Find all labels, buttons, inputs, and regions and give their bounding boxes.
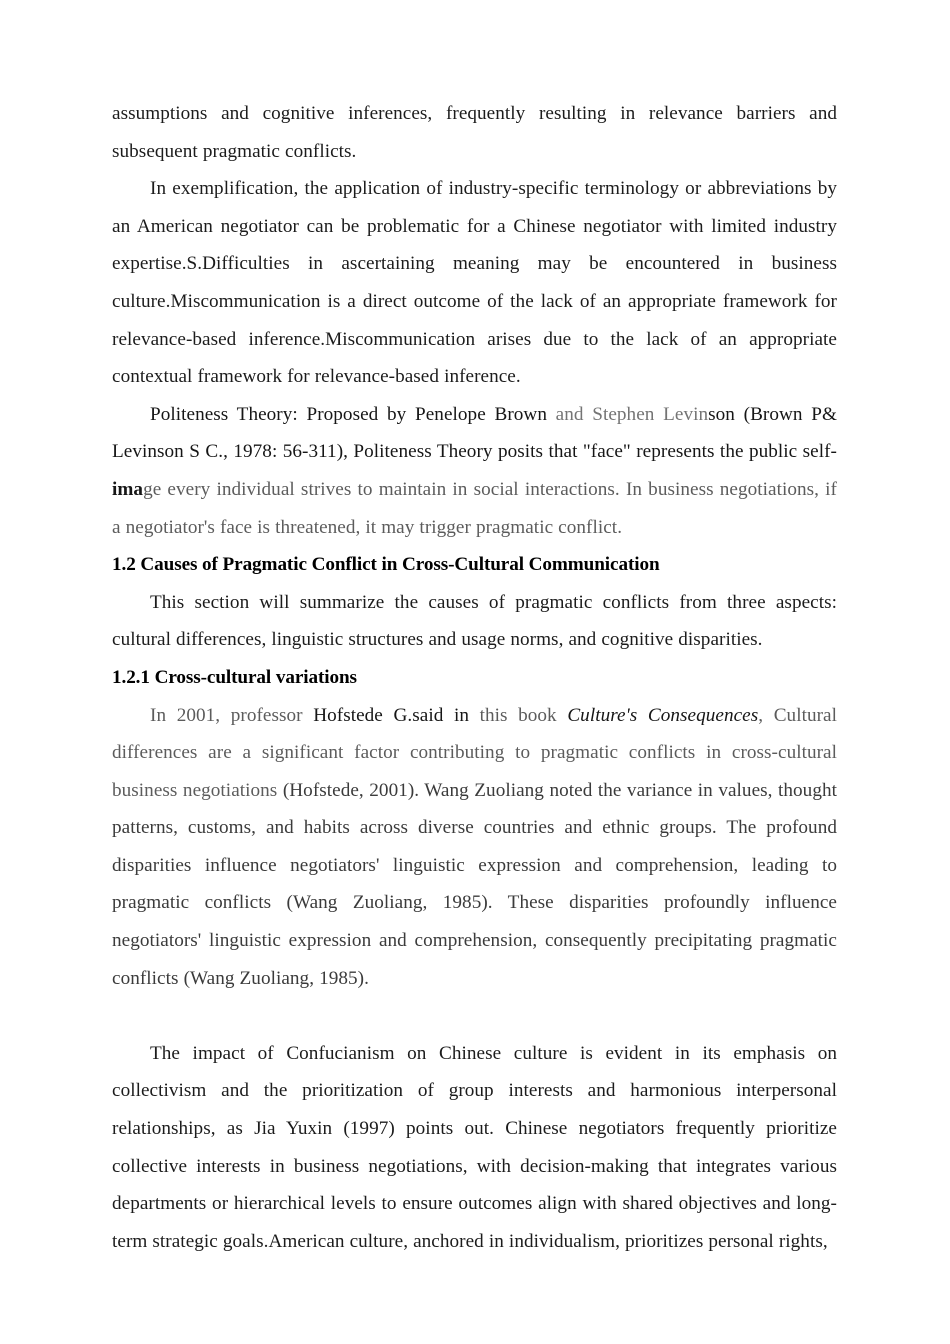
run-hofstede-book-title: Culture's Consequences bbox=[567, 704, 759, 726]
paragraph-politeness-theory bbox=[112, 396, 837, 546]
run-hofstede-1: In 2001, professor bbox=[150, 704, 314, 726]
paragraph-exemplification: In exemplification, the application of industry-specific terminology or abbreviations by an American negotiator can be problematic for a Chinese negotiator with limited industry expertise.S.Difficulties in ascertaining meaning may be encountered in business culture.Miscommunication is a direct outcome of the lack of an appropriate framework for relevance-based inference.Miscommunication arises due to the lack of an appropriate contextual framework for relevance-based inference. bbox=[112, 178, 837, 388]
paragraph-hofstede bbox=[112, 697, 837, 998]
run-hofstede-4: this book bbox=[479, 704, 568, 726]
run-hofstede-author: Hofstede G.said bbox=[313, 704, 444, 726]
document-body bbox=[112, 95, 837, 1260]
paragraph-section-summary: This section will summarize the causes of pragmatic conflicts from three aspects: cultural differences, linguistic structures and usage norms, and cognitive disparities. bbox=[112, 591, 837, 651]
run-hofstede-6: , Cultural differences are a significant factor contributing to pragmatic conflicts in cross-cultural business negotiations bbox=[112, 704, 837, 801]
paragraph-confucianism: The impact of Confucianism on Chinese culture is evident in its emphasis on collectivism and the prioritization of group interests and harmonious interpersonal relationships, as Jia Yuxin (1997) points out. Chinese negotiators frequently prioritize collective interests in business negotiations, with decision-making that integrates various departments or hierarchical levels to ensure outcomes align with shared objectives and long-term strategic goals.American culture, anchored in individualism, prioritizes personal rights, bbox=[112, 1042, 837, 1252]
run-hofstede-citation: (Hofstede, 2001). Wang Zuoliang noted the variance in values, thought patterns, customs, and habits across diverse countries and ethnic groups. The profound disparities influence negotiators' linguistic expression and comprehension, leading to pragmatic conflicts (Wang Zuoliang, 1985). These disparities profoundly influence negotiators' linguistic expression and comprehension, consequently precipitating pragmatic conflicts (Wang Zuoliang, 1985). bbox=[112, 779, 837, 989]
heading-section-1-2-1: 1.2.1 Cross-cultural variations bbox=[112, 666, 357, 688]
run-politeness-4: son (Brown P& Levinson S C., 1978: 56-311), Politeness Theory posits that "face" represents the public self- bbox=[112, 403, 837, 463]
paragraph-assumptions: assumptions and cognitive inferences, frequently resulting in relevance barriers and subsequent pragmatic conflicts. bbox=[112, 103, 837, 162]
heading-section-1-2: 1.2 Causes of Pragmatic Conflict in Cross-Cultural Communication bbox=[112, 554, 660, 576]
run-politeness-5: ima bbox=[112, 478, 144, 500]
run-politeness-3: and Stephen Levin bbox=[555, 403, 709, 425]
run-politeness-6: ge every individual strives to maintain in social interactions. In business negotiations, if a negotiator's face is threatened, it may trigger pragmatic conflict. bbox=[112, 478, 837, 538]
run-hofstede-3: in bbox=[443, 704, 480, 726]
run-politeness-2: wn bbox=[523, 403, 556, 425]
run-politeness-1: Politeness Theory: Proposed by Penelope Bro bbox=[150, 403, 524, 425]
paragraph-spacer bbox=[112, 997, 837, 1035]
